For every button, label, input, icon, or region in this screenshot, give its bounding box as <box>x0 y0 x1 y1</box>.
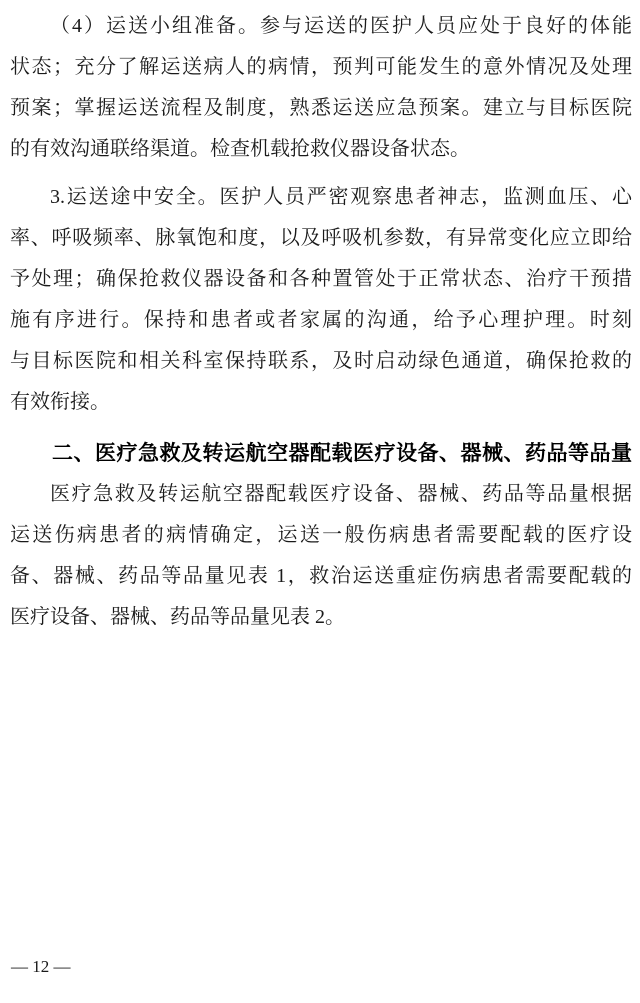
text-line: 3.运送途中安全。医护人员严密观察患者神志，监测血压、心 <box>50 186 632 208</box>
text-line: 状态；充分了解运送病人的病情，预判可能发生的意外情况及处理 <box>10 56 632 78</box>
text-line: （4）运送小组准备。参与运送的医护人员应处于良好的体能 <box>50 15 632 37</box>
text-line: 预案；掌握运送流程及制度，熟悉运送应急预案。建立与目标医院 <box>10 97 632 119</box>
text-line: 备、器械、药品等品量见表 1，救治运送重症伤病患者需要配载的 <box>10 565 632 587</box>
text-line: 予处理；确保抢救仪器设备和各种置管处于正常状态、治疗干预措 <box>10 268 632 290</box>
text-line: 率、呼吸频率、脉氧饱和度，以及呼吸机参数，有异常变化应立即给 <box>10 227 632 249</box>
text-line: 运送伤病患者的病情确定，运送一般伤病患者需要配载的医疗设 <box>10 524 632 546</box>
page-number: — 12 — <box>11 957 71 976</box>
text-line: 医疗设备、器械、药品等品量见表 2。 <box>10 606 345 628</box>
paragraph-transport-safety <box>10 177 632 423</box>
paragraph-transport-team-preparation <box>10 6 632 170</box>
text-line: 与目标医院和相关科室保持联系，及时启动绿色通道，确保抢救的 <box>10 350 632 372</box>
text-line: 医疗急救及转运航空器配载医疗设备、器械、药品等品量根据 <box>50 483 632 505</box>
paragraph-equipment-quantity <box>10 474 632 638</box>
text-line: 的有效沟通联络渠道。检查机载抢救仪器设备状态。 <box>10 138 470 160</box>
text-line: 有效衔接。 <box>10 391 110 413</box>
page-body <box>10 6 632 638</box>
section-heading: 二、医疗急救及转运航空器配载医疗设备、器械、药品等品量 <box>52 442 632 465</box>
text-line: 施有序进行。保持和患者或者家属的沟通，给予心理护理。时刻 <box>10 309 632 331</box>
